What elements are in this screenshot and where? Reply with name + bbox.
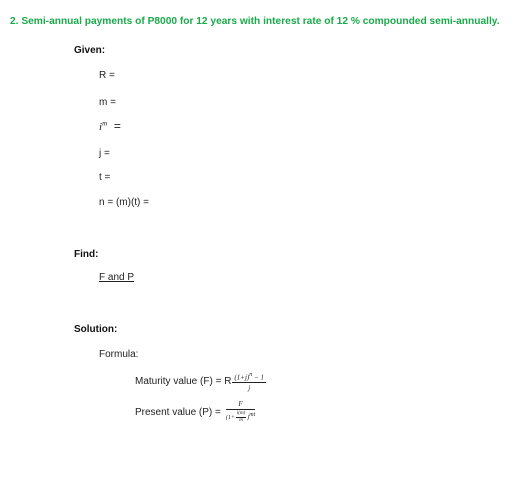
problem-statement: 2. Semi-annual payments of P8000 for 12 years with interest rate of 12 % compounded semi-annually.: [10, 16, 500, 27]
maturity-numerator: $(1+j)^n - 1$: [234, 372, 264, 382]
given-m: m =: [99, 97, 116, 108]
given-t: t =: [99, 172, 111, 183]
i-m-equals: =: [113, 119, 121, 133]
i-m-base: i: [99, 121, 103, 133]
given-n: n = (m)(t) =: [99, 197, 150, 208]
find-value: F and P: [99, 272, 135, 283]
present-formula: [135, 400, 257, 424]
present-numerator: F: [226, 400, 254, 410]
maturity-formula: [135, 371, 266, 392]
solution-heading: Solution:: [74, 324, 118, 335]
given-heading: Given:: [74, 45, 106, 56]
present-fraction: [224, 400, 257, 424]
find-heading: Find:: [74, 249, 99, 260]
given-i-m: [99, 119, 121, 133]
maturity-fraction: [232, 371, 266, 392]
given-r: R =: [99, 70, 115, 81]
formula-label: Formula:: [99, 349, 139, 360]
present-label: Present value (P) =: [135, 406, 221, 418]
maturity-denominator: j: [248, 384, 251, 393]
present-denominator: (1+ $\frac{i(m)}{m}$ )$^{mt}$: [225, 411, 256, 424]
maturity-label: Maturity value (F) = R: [135, 376, 232, 388]
given-j: j =: [99, 148, 110, 159]
i-m-superscript: m: [102, 119, 108, 128]
